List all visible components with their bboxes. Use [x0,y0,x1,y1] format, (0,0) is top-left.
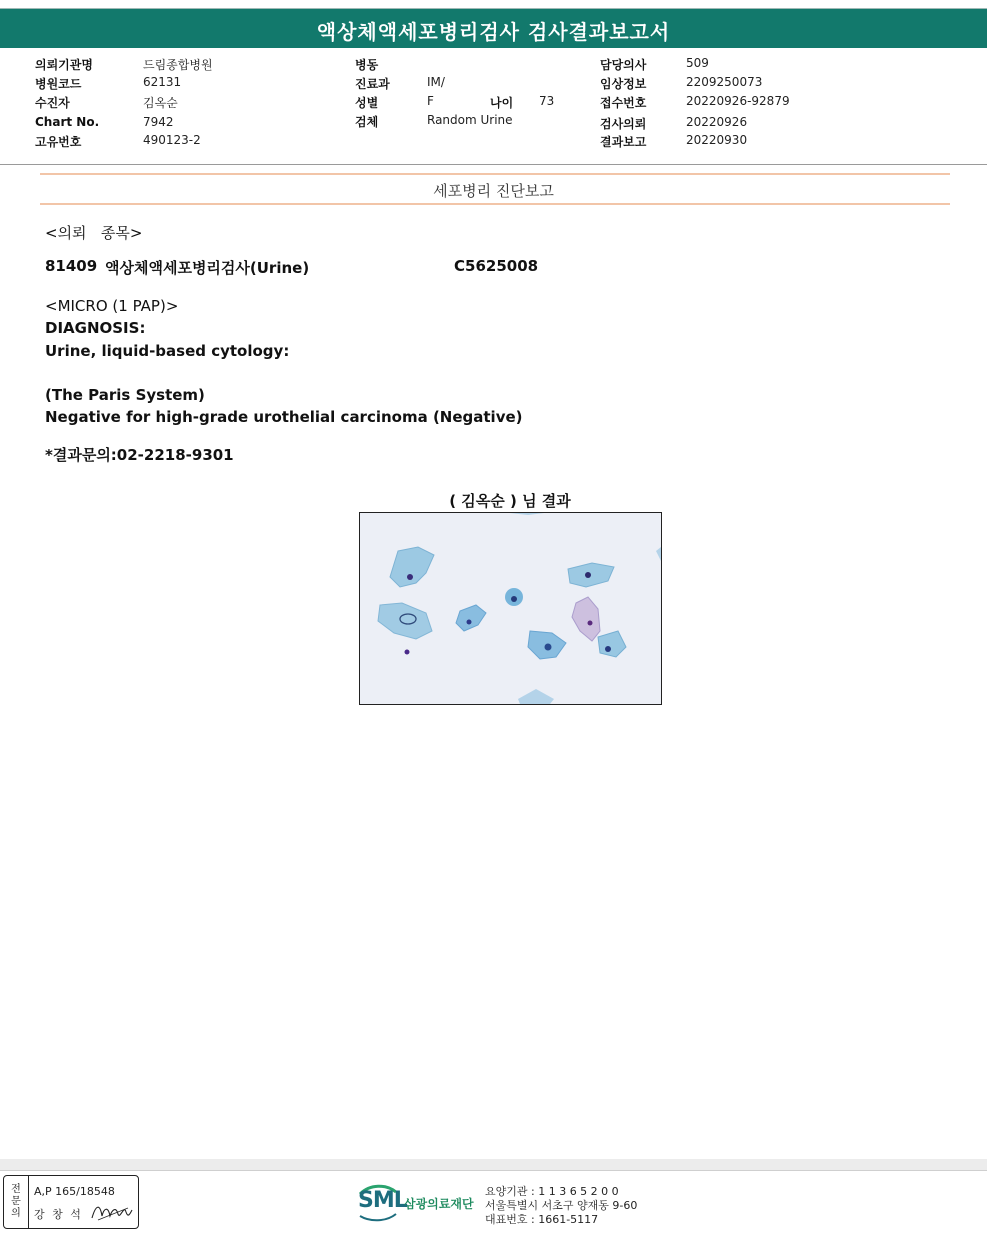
report-title: 액상체액세포병리검사 검사결과보고서 [316,20,671,44]
age-value: 73 [539,94,555,108]
sml-logo-text: SML [358,1188,407,1213]
header-column-3 [600,56,820,152]
ap-number: A,P 165/18548 [34,1185,115,1198]
chart-no-value: 7942 [143,115,174,129]
system-line: (The Paris System) [45,386,205,404]
unique-id-label: 고유번호 [35,135,82,149]
specialist-side-text: 전 문 의 [11,1184,21,1219]
doctor-name: 강 창 석 [34,1208,83,1221]
receipt-number-label: 접수번호 [600,96,647,110]
request-heading: <의뢰 종목> [45,224,143,242]
section-bottom-rule [40,203,950,205]
test-request-date-value: 20220926 [686,115,748,129]
department-value: IM/ [427,75,445,89]
result-report-date-value: 20220930 [686,133,748,147]
hospital-code-value: 62131 [143,75,182,89]
report-title-bar [0,8,987,48]
patient-label: 수진자 [35,96,70,110]
specimen-label: 검체 [355,115,379,129]
inquiry-line: *결과문의:02-2218-9301 [45,446,234,464]
age-label: 나이 [490,96,514,110]
organization-name: 삼광의료재단 [404,1197,474,1211]
sex-label: 성별 [355,96,379,110]
specialist-side-label [4,1176,29,1228]
cytology-image [359,512,662,705]
clinical-info-value: 2209250073 [686,75,763,89]
result-line: Negative for high-grade urothelial carcinoma (Negative) [45,408,523,426]
signature-scribble [90,1200,134,1224]
footer-band [0,1159,987,1171]
section-title: 세포병리 진단보고 [433,182,554,200]
specimen-line: Urine, liquid-based cytology: [45,342,290,360]
clinical-info-label: 임상정보 [600,77,647,91]
ward-label: 병동 [355,58,379,72]
section-top-rule [40,173,950,175]
unique-id-value: 490123-2 [143,133,201,147]
test-code: 81409 [45,257,98,275]
result-report-date-label: 결과보고 [600,135,647,149]
image-caption: ( 김옥순 ) 님 결과 [449,492,571,510]
sml-logo [356,1180,481,1224]
receipt-number-value: 20220926-92879 [686,94,790,108]
hospital-code-label: 병원코드 [35,77,82,91]
micro-heading: <MICRO (1 PAP)> [45,297,179,315]
test-id: C5625008 [454,257,539,275]
sex-value: F [427,94,434,108]
diagnosis-label: DIAGNOSIS: [45,319,146,337]
representative-phone: 대표번호 : 1661-5117 [485,1213,599,1226]
chart-no-label: Chart No. [35,115,100,129]
institution-address: 서울특별시 서초구 양재동 9-60 [485,1199,638,1212]
requesting-institution-label: 의뢰기관명 [35,58,93,72]
header-column-2 [355,56,575,136]
header-divider [0,164,987,165]
specimen-value: Random Urine [427,113,513,127]
patient-value: 김옥순 [143,96,178,110]
test-name: 액상체액세포병리검사(Urine) [105,259,310,277]
header-column-1 [35,56,295,152]
department-label: 진료과 [355,77,390,91]
institution-code: 요양기관 : 1 1 3 6 5 2 0 0 [485,1185,619,1198]
attending-doctor-label: 담당의사 [600,58,647,72]
pathologist-signature-box [3,1175,139,1229]
requesting-institution-value: 드림종합병원 [143,58,213,72]
test-request-date-label: 검사의뢰 [600,117,647,131]
attending-doctor-value: 509 [686,56,709,70]
cytology-micrograph [360,513,661,704]
